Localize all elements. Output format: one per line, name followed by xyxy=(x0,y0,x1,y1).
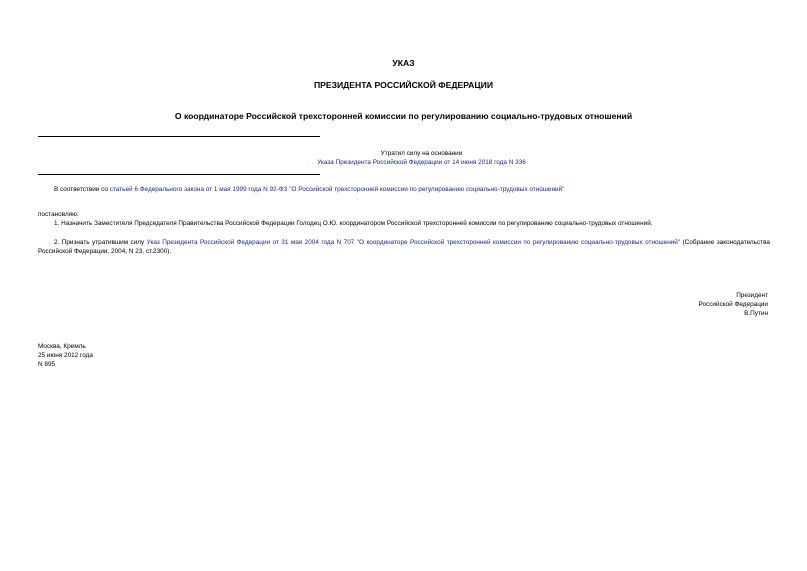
decree-word: постановляю: xyxy=(38,211,79,218)
preamble-prefix: В соответствии со xyxy=(54,186,110,193)
signature-line1: Президент xyxy=(736,292,768,299)
item2-repealed-decree-link[interactable]: Указ Президента Российской Федерации от 31 мая 2004 года N 707 "О координаторе Российской трехсторонней комиссии по регулированию социально-трудовых отношений" xyxy=(146,239,681,246)
signing-date: 25 июня 2012 года xyxy=(38,352,93,359)
bottom-divider xyxy=(38,174,320,175)
decree-item-1: 1. Назначить Заместителя Председателя Правительства Российской Федерации Голодец О.Ю. координатором Российской трехсторонней комиссии по регулированию социально-трудовых отношений. xyxy=(54,220,653,227)
decree-number: N 895 xyxy=(38,361,56,368)
signature-line2: Российской Федерации xyxy=(698,301,768,308)
top-divider xyxy=(38,136,320,137)
item2-suffix: (Собрание законодательства Российской Федерации, 2004, N 23, ст.2300). xyxy=(38,239,770,255)
signing-place: Москва, Кремль xyxy=(38,343,86,350)
document-title-line1: УКАЗ xyxy=(392,58,415,68)
status-link[interactable]: Указа Президента Российской Федерации от 14 июня 2018 года N 336 xyxy=(317,159,526,166)
decree-item-2 xyxy=(38,239,770,256)
status-label: Утратил силу на основании xyxy=(380,150,463,157)
item2-prefix: 2. Признать утратившим силу xyxy=(54,239,147,246)
document-title-line2: ПРЕЗИДЕНТА РОССИЙСКОЙ ФЕДЕРАЦИИ xyxy=(313,80,494,90)
document-subject: О координаторе Российской трехсторонней комиссии по регулированию социально-трудовых отношений xyxy=(174,111,633,121)
signature-line3: В.Путин xyxy=(744,310,768,317)
preamble-law-link[interactable]: статьей 6 Федерального закона от 1 мая 1999 года N 92-ФЗ "О Российской трехсторонней комиссии по регулированию социально-трудовых отношений" xyxy=(109,186,565,193)
preamble xyxy=(54,186,564,195)
